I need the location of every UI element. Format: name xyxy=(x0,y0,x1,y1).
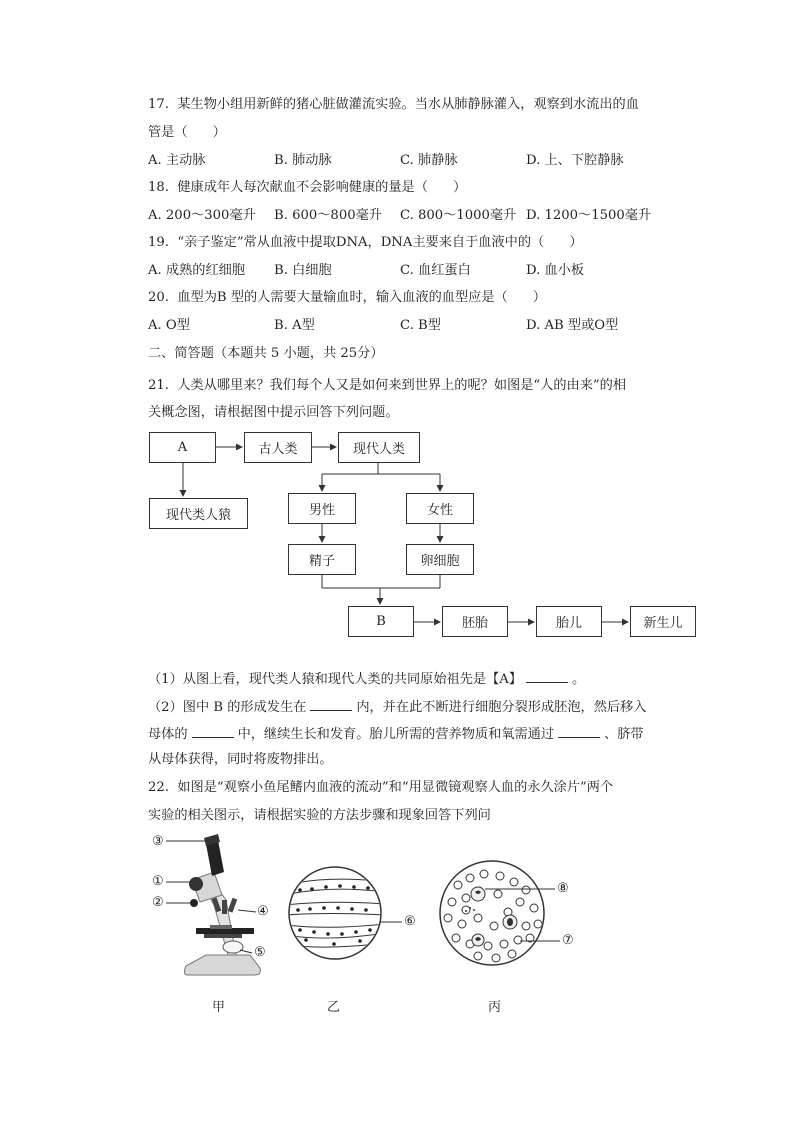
node-b: B xyxy=(348,606,414,637)
q21-sub1: （1）从图上看，现代类人猿和现代人类的共同原始祖先是【A】 。 xyxy=(148,668,585,690)
q19-option-c: C. 血红蛋白 xyxy=(400,263,471,278)
q20-option-d: D. AB 型或O型 xyxy=(526,318,619,333)
caption-jia: 甲 xyxy=(212,1000,226,1015)
node-modern-human: 现代人类 xyxy=(338,432,420,463)
q17-stem-line2: 管是（ ） xyxy=(148,125,226,140)
label-6: ⑥ xyxy=(404,914,416,929)
node-modern-ape: 现代类人猿 xyxy=(149,498,248,529)
q22-stem-line1: 22. 如图是“观察小鱼尾鳍内血液的流动”和“用显微镜观察人血的永久涂片”两个 xyxy=(148,780,614,795)
microscope-illustration xyxy=(184,834,260,975)
q20-stem: 20. 血型为B 型的人需要大量输血时，输入血液的血型应是（ ） xyxy=(148,290,547,305)
label-1: ① xyxy=(152,874,164,889)
node-female: 女性 xyxy=(406,493,474,524)
q22-stem-line2: 实验的相关图示，请根据实验的方法步骤和现象回答下列问 xyxy=(148,808,491,823)
q17-option-a: A. 主动脉 xyxy=(148,153,206,168)
q21-sub2-line2: 母体的 中，继续生长和发育。胎儿所需的营养物质和氧需通过 、脐带 xyxy=(148,723,644,745)
q18-option-a: A. 200～300毫升 xyxy=(148,208,256,223)
node-newborn: 新生儿 xyxy=(630,606,696,637)
q21-stem-line1: 21. 人类从哪里来？我们每个人又是如何来到世界上的呢？如图是“人的由来”的相 xyxy=(148,378,627,393)
q20-option-c: C. B型 xyxy=(400,318,441,333)
label-4: ④ xyxy=(257,904,269,919)
caption-yi: 乙 xyxy=(327,1000,341,1015)
q20-option-b: B. A型 xyxy=(274,318,315,333)
q19-stem: 19. “亲子鉴定”常从血液中提取DNA，DNA主要来自于血液中的（ ） xyxy=(148,235,583,250)
label-2: ② xyxy=(152,895,164,910)
q18-option-b: B. 600～800毫升 xyxy=(274,208,382,223)
label-8: ⑧ xyxy=(557,881,569,896)
q17-stem-line1: 17. 某生物小组用新鲜的猪心脏做灌流实验。当水从肺静脉灌入，观察到水流出的血 xyxy=(148,97,639,112)
node-sperm: 精子 xyxy=(288,544,356,575)
q20-option-a: A. O型 xyxy=(148,318,190,333)
q19-option-d: D. 血小板 xyxy=(526,263,585,278)
section-2-title: 二、简答题（本题共 5 小题，共 25分） xyxy=(148,346,384,361)
q17-option-b: B. 肺动脉 xyxy=(274,153,332,168)
node-fetus: 胎儿 xyxy=(536,606,602,637)
blood-smear xyxy=(440,861,560,965)
q17-option-d: D. 上、下腔静脉 xyxy=(526,153,624,168)
label-3: ③ xyxy=(152,834,164,849)
node-ancient-human: 古人类 xyxy=(244,432,312,463)
node-egg: 卵细胞 xyxy=(406,544,474,575)
q18-stem: 18. 健康成年人每次献血不会影响健康的量是（ ） xyxy=(148,180,467,195)
label-7: ⑦ xyxy=(562,933,574,948)
q21-stem-line2: 关概念图，请根据图中提示回答下列问题。 xyxy=(148,405,399,420)
node-male: 男性 xyxy=(288,493,356,524)
q18-option-d: D. 1200～1500毫升 xyxy=(526,208,652,223)
node-embryo: 胚胎 xyxy=(442,606,508,637)
caption-bing: 丙 xyxy=(488,1000,502,1015)
q19-option-b: B. 白细胞 xyxy=(274,263,332,278)
q18-option-c: C. 800～1000毫升 xyxy=(400,208,517,223)
node-a: A xyxy=(149,432,216,463)
q19-option-a: A. 成熟的红细胞 xyxy=(148,263,246,278)
q21-sub2-line1: （2）图中 B 的形成发生在 内，并在此不断进行细胞分裂形成胚泡，然后移入 xyxy=(148,696,646,718)
fish-tail-blood-flow xyxy=(285,867,402,959)
label-5: ⑤ xyxy=(254,945,266,960)
q17-option-c: C. 肺静脉 xyxy=(400,153,458,168)
q21-sub2-line3: 从母体获得，同时将废物排出。 xyxy=(148,752,333,767)
